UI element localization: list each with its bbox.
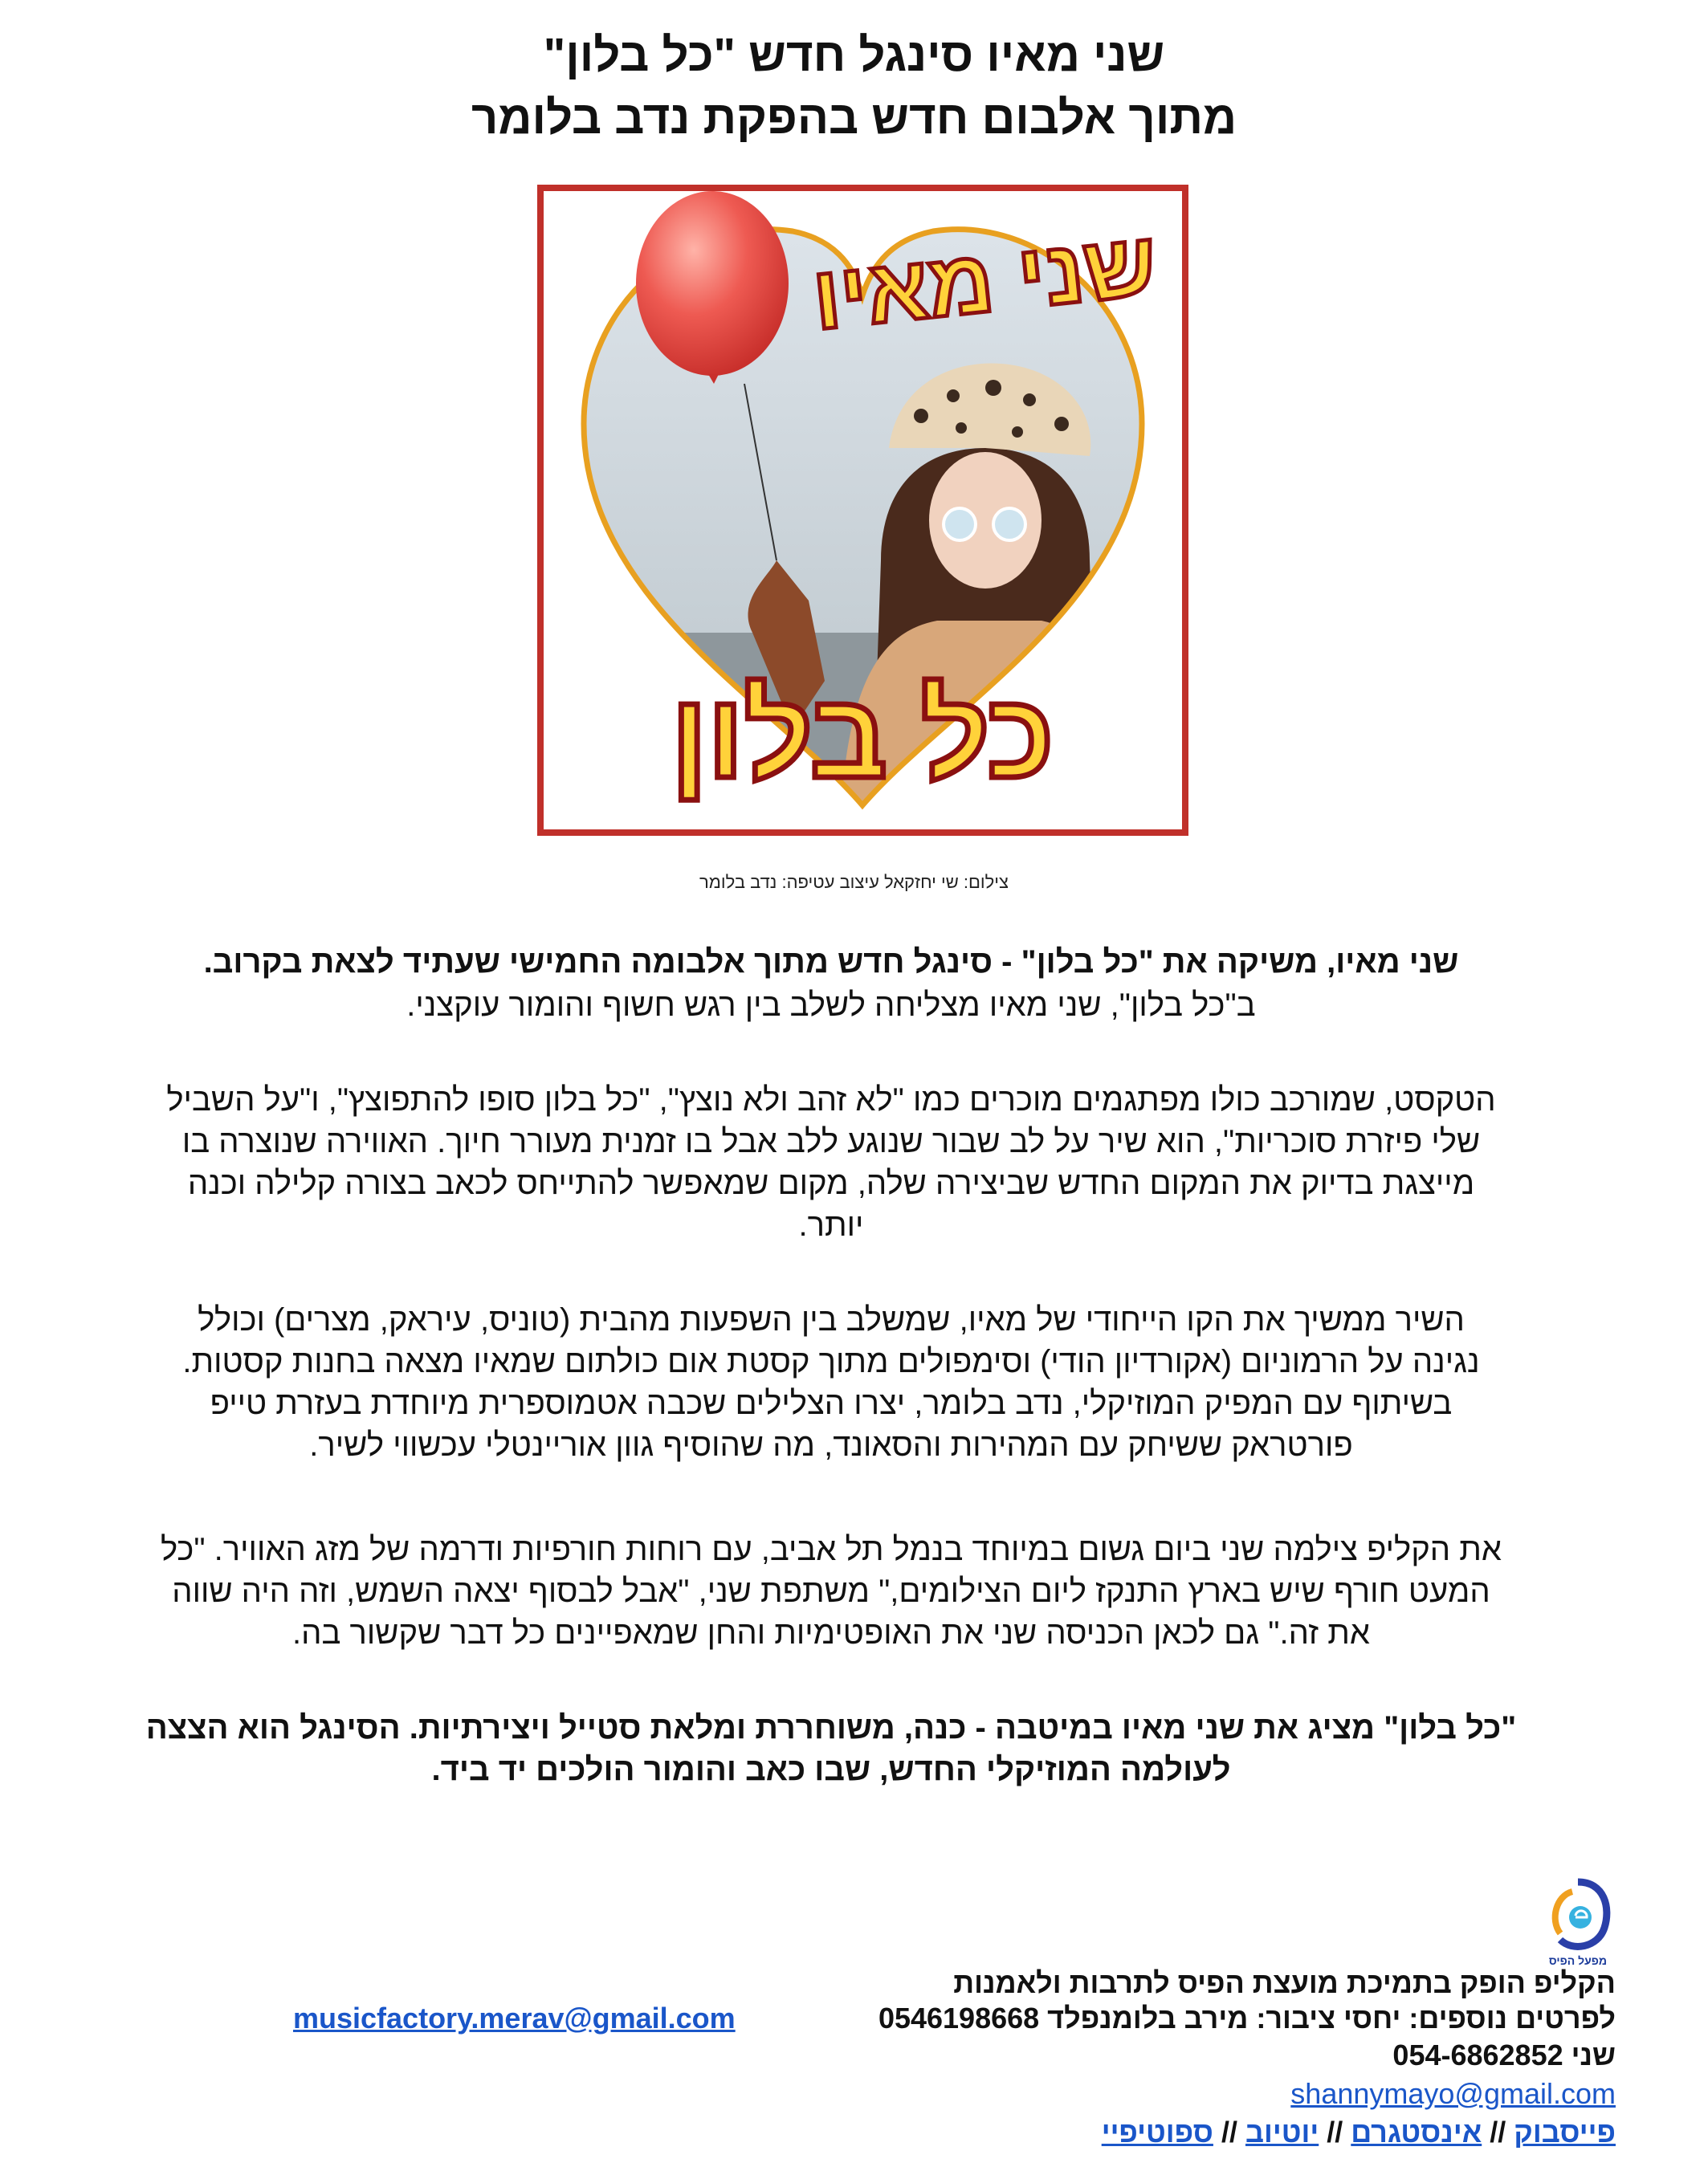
headline-line-2: מתוך אלבום חדש בהפקת נדב בלומר xyxy=(471,92,1237,144)
mifal-hapais-logo xyxy=(1540,1876,1616,1964)
logo-caption: מפעל הפיס xyxy=(1548,1954,1608,1967)
shani-email-link[interactable]: shannymayo@gmail.com xyxy=(1290,2077,1616,2110)
social-links xyxy=(1102,2115,1616,2150)
cover-artist-text: שני מאיו xyxy=(808,212,1161,349)
paragraph-line: הטקסט, שמורכב כולו מפתגמים מוכרים כמו "לא זהב ולא נוצץ", "כל בלון סופו להתפוצץ", ו"על השביל xyxy=(166,1082,1496,1118)
paragraph-line: השיר ממשיך את הקו הייחודי של מאיו, שמשלב בין השפעות מהבית (טוניס, עיראק, מצרים) וכולל xyxy=(198,1302,1465,1338)
intro-text: ב"כל בלון", שני מאיו מצליחה לשלב בין רגש חשוף והומור עוקצני. xyxy=(406,988,1256,1023)
paragraph-line: את זה." גם לכאן הכניסה שני את האופטימיות והחן שמאפיינים כל דבר שקשור בה. xyxy=(292,1615,1370,1651)
paragraph-summary xyxy=(56,1707,1606,1790)
photo-credit: צילום: שי יחזקאל עיצוב עטיפה: נדב בלומר xyxy=(699,872,1009,892)
paragraph-line: מייצגת בדיוק את המקום החדש שביצירה שלה, מקום שמאפשר להתייחס לכאב בצורה קלילה וכנה xyxy=(187,1166,1475,1201)
paragraph-line: נגינה על הרמוניום (אקורדיון הודי) וסימפולים מתוך קסטת אום כולתום שמאיו מצאה בחנות קסטות. xyxy=(182,1344,1480,1379)
spotify-link[interactable]: ספוטיפיי xyxy=(1101,2116,1213,2149)
shani-phone: שני 054-6862852 xyxy=(1392,2039,1616,2071)
link-separator: // xyxy=(1490,2116,1506,2149)
support-note: הקליפ הופק בתמיכת מועצת הפיס לתרבות ולאמנות xyxy=(953,1966,1616,1999)
facebook-link[interactable]: פייסבוק xyxy=(1514,2116,1616,2149)
pr-contact: לפרטים נוספים: יחסי ציבור: מירב בלומנפלד 0546198668 xyxy=(878,2002,1616,2035)
paragraph-line: יותר. xyxy=(798,1208,864,1243)
paragraph-clip xyxy=(56,1529,1606,1654)
paragraph-line: לעולמה המוזיקלי החדש, שבו כאב והומור הולכים יד ביד. xyxy=(431,1752,1231,1787)
pr-email-link[interactable]: musicfactory.merav@gmail.com xyxy=(293,2002,736,2035)
paragraph-lyrics xyxy=(56,1079,1606,1246)
link-separator: // xyxy=(1221,2116,1237,2149)
paragraph-line: המעט חורף שיש בארץ התנקז ליום הצילומים," משתפת שני, "אבל לבסוף יצאה השמש, וזה היה שווה xyxy=(172,1574,1490,1609)
album-cover xyxy=(536,183,1190,837)
paragraph-music xyxy=(56,1299,1606,1466)
youtube-link[interactable]: יוטיוב xyxy=(1245,2116,1319,2149)
paragraph-line: שלי פיזרת סוכריות", הוא שיר על לב שבור שנוגע ללב אבל בו זמנית מעורר חיוך. האווירה שנוצרה בו xyxy=(181,1124,1481,1159)
paragraph-line: את הקליפ צילמה שני ביום גשום במיוחד בנמל תל אביב, עם רוחות חורפיות ודרמה של מזג האוויר. "כל xyxy=(160,1532,1502,1567)
instagram-link[interactable]: אינסטגרם xyxy=(1351,2116,1482,2149)
intro-bold: שני מאיו, משיקה את "כל בלון" - סינגל חדש מתוך אלבומה החמישי שעתיד לצאת בקרוב. xyxy=(203,944,1459,980)
cover-title-text: כל בלון xyxy=(671,668,1054,803)
headline-line-1: שני מאיו סינגל חדש "כל בלון" xyxy=(543,29,1165,81)
link-separator: // xyxy=(1327,2116,1343,2149)
paragraph-line: בשיתוף עם המפיק המוזיקלי, נדב בלומר, יצרו הצלילים שכבה אטמוספרית מיוחדת בעזרת טייפ xyxy=(210,1386,1453,1421)
paragraph-line: "כל בלון" מציג את שני מאיו במיטבה - כנה, משוחררת ומלאת סטייל ויצירתיות. הסינגל הוא הצצה xyxy=(145,1710,1517,1745)
balloon xyxy=(636,191,789,376)
paragraph-line: פורטראק ששיחק עם המהירות והסאונד, מה שהוסיף גוון אוריינטלי עכשווי לשיר. xyxy=(309,1428,1353,1463)
